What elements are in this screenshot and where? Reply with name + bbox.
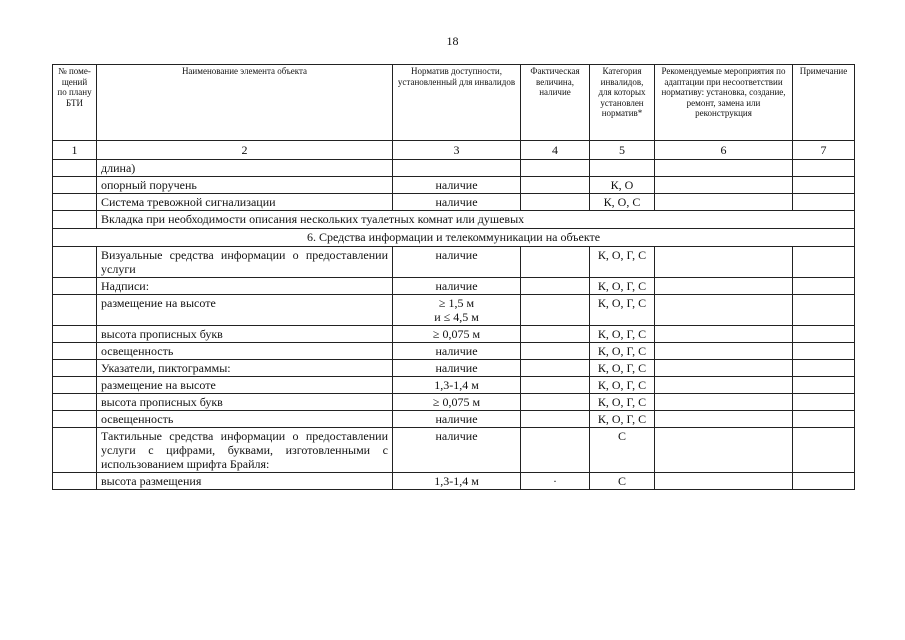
column-number: 7 bbox=[793, 141, 855, 160]
table-row bbox=[53, 394, 855, 411]
table-row bbox=[53, 343, 855, 360]
norm-value: ≥ 0,075 м bbox=[393, 326, 521, 343]
norm-value: 1,3-1,4 м bbox=[393, 473, 521, 490]
norm-value: наличие bbox=[393, 360, 521, 377]
category-value: К, О, Г, С bbox=[590, 377, 655, 394]
category-value: К, О, Г, С bbox=[590, 394, 655, 411]
header-note: Примечание bbox=[793, 65, 855, 141]
element-name: освещенность bbox=[97, 411, 393, 428]
table-row bbox=[53, 411, 855, 428]
category-value: К, О, Г, С bbox=[590, 278, 655, 295]
table-row bbox=[53, 194, 855, 211]
table-row bbox=[53, 428, 855, 473]
element-name: Тактильные средства информации о предоставлении услуги с цифрами, буквами, изготовленными с использованием шрифта Брайля: bbox=[97, 428, 393, 473]
element-name: длина) bbox=[97, 160, 393, 177]
header-actual: Фактическая величина, наличие bbox=[521, 65, 590, 141]
norm-value: ≥ 0,075 м bbox=[393, 394, 521, 411]
element-name: опорный поручень bbox=[97, 177, 393, 194]
element-name: высота прописных букв bbox=[97, 394, 393, 411]
element-name: Указатели, пиктограммы: bbox=[97, 360, 393, 377]
norm-value: наличие bbox=[393, 177, 521, 194]
column-number: 4 bbox=[521, 141, 590, 160]
category-value: К, О, Г, С bbox=[590, 326, 655, 343]
page-number: 18 bbox=[446, 34, 459, 48]
actual-value: · bbox=[521, 473, 590, 490]
element-name: размещение на высоте bbox=[97, 377, 393, 394]
table-row bbox=[53, 326, 855, 343]
table-row bbox=[53, 278, 855, 295]
category-value: К, О, Г, С bbox=[590, 295, 655, 326]
norm-value: наличие bbox=[393, 343, 521, 360]
table-row bbox=[53, 160, 855, 177]
note-row bbox=[53, 211, 855, 229]
header-room-number: № поме-щений по плану БТИ bbox=[53, 65, 97, 141]
column-number: 6 bbox=[655, 141, 793, 160]
note-text: Вкладка при необходимости описания нескольких туалетных комнат или душевых bbox=[97, 211, 855, 229]
element-name: Система тревожной сигнализации bbox=[97, 194, 393, 211]
header-measures: Рекомендуемые мероприятия по адаптации при несоответствии нормативу: установка, создание, ремонт, замена или реконструкция bbox=[655, 65, 793, 141]
category-value: К, О, Г, С bbox=[590, 247, 655, 278]
header-category: Категория инвалидов, для которых установлен норматив* bbox=[590, 65, 655, 141]
column-number: 2 bbox=[97, 141, 393, 160]
column-number: 5 bbox=[590, 141, 655, 160]
category-value: К, О, Г, С bbox=[590, 360, 655, 377]
column-numbers-row bbox=[53, 141, 855, 160]
norm-value bbox=[393, 295, 521, 326]
category-value: К, О, С bbox=[590, 194, 655, 211]
category-value: К, О bbox=[590, 177, 655, 194]
category-value: К, О, Г, С bbox=[590, 411, 655, 428]
section-title-row bbox=[53, 229, 855, 247]
element-name: высота размещения bbox=[97, 473, 393, 490]
element-name: Визуальные средства информации о предоставлении услуги bbox=[97, 247, 393, 278]
norm-value: наличие bbox=[393, 194, 521, 211]
norm-value-line: ≥ 1,5 м bbox=[438, 296, 475, 310]
element-name: высота прописных букв bbox=[97, 326, 393, 343]
norm-value: наличие bbox=[393, 247, 521, 278]
norm-value: наличие bbox=[393, 411, 521, 428]
element-name: Надписи: bbox=[97, 278, 393, 295]
norm-value-line: и ≤ 4,5 м bbox=[434, 310, 479, 324]
table-row bbox=[53, 177, 855, 194]
section-title: 6. Средства информации и телекоммуникации на объекте bbox=[53, 229, 855, 247]
accessibility-table bbox=[52, 64, 855, 490]
column-number: 1 bbox=[53, 141, 97, 160]
category-value: С bbox=[590, 473, 655, 490]
element-name: освещенность bbox=[97, 343, 393, 360]
category-value: С bbox=[590, 428, 655, 473]
table-row bbox=[53, 360, 855, 377]
category-value: К, О, Г, С bbox=[590, 343, 655, 360]
category-value bbox=[590, 160, 655, 177]
norm-value: 1,3-1,4 м bbox=[393, 377, 521, 394]
table-row bbox=[53, 377, 855, 394]
header-element-name: Наименование элемента объекта bbox=[97, 65, 393, 141]
header-norm: Норматив доступности, установленный для инвалидов bbox=[393, 65, 521, 141]
table-header-row bbox=[53, 65, 855, 141]
norm-value: наличие bbox=[393, 428, 521, 473]
norm-value: наличие bbox=[393, 278, 521, 295]
column-number: 3 bbox=[393, 141, 521, 160]
table-row bbox=[53, 473, 855, 490]
norm-value bbox=[393, 160, 521, 177]
element-name: размещение на высоте bbox=[97, 295, 393, 326]
table-row bbox=[53, 295, 855, 326]
table-row bbox=[53, 247, 855, 278]
